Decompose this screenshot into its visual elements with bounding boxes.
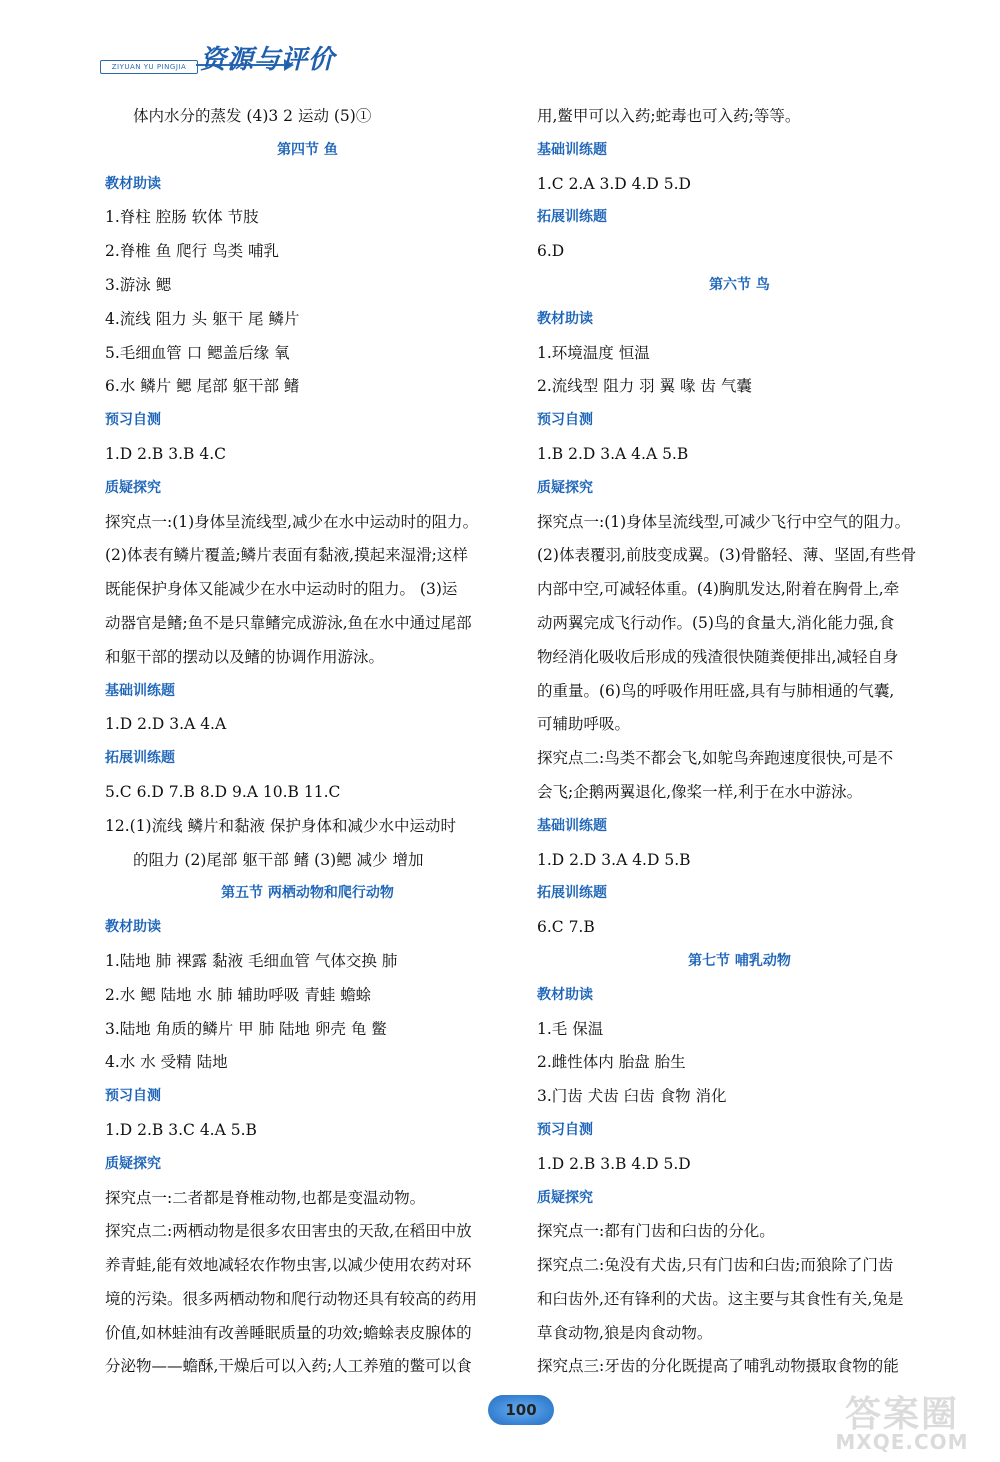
answer-line: 境的污染。很多两栖动物和爬行动物还具有较高的药用 <box>105 1289 478 1308</box>
answer-line: 养青蛙,能有效地减轻农作物虫害,以减少使用农药对环 <box>105 1256 472 1275</box>
page-number: 100 <box>488 1395 554 1425</box>
answer-line: 12.(1)流线 鳞片和黏液 保护身体和减少水中运动时 <box>105 816 456 835</box>
answer-line: 可辅助呼吸。 <box>537 715 631 734</box>
section-title: 第六节 鸟 <box>709 276 770 293</box>
answer-line: (2)体表覆羽,前肢变成翼。(3)骨骼轻、薄、坚固,有些骨 <box>537 546 917 565</box>
left-column <box>105 100 510 1384</box>
section-subheading: 预习自测 <box>105 1088 161 1105</box>
answer-line: 2.脊椎 鱼 爬行 鸟类 哺乳 <box>105 242 279 261</box>
page-header <box>100 38 360 84</box>
header-title: 资源与评价 <box>200 45 336 75</box>
answer-line: 探究点二:鸟类不都会飞,如鸵鸟奔跑速度很快,可是不 <box>537 749 894 768</box>
answer-line: 6.D <box>537 242 565 261</box>
section-subheading: 基础训练题 <box>537 817 607 834</box>
answer-line: 探究点三:牙齿的分化既提高了哺乳动物摄取食物的能 <box>537 1357 899 1376</box>
answer-line: 内部中空,可减轻体重。(4)胸肌发达,附着在胸骨上,牵 <box>537 580 900 599</box>
answer-line: 探究点一:(1)身体呈流线型,减少在水中运动时的阻力。 <box>105 512 479 531</box>
answer-line: 探究点一:二者都是脊椎动物,也都是变温动物。 <box>105 1188 426 1207</box>
answer-line: 的重量。(6)鸟的呼吸作用旺盛,具有与肺相通的气囊, <box>537 681 895 700</box>
answer-line: 1.D 2.D 3.A 4.A <box>105 715 227 734</box>
answer-line: 动两翼完成飞行动作。(5)鸟的食量大,消化能力强,食 <box>537 613 895 632</box>
section-subheading: 拓展训练题 <box>537 209 607 226</box>
answer-line: 4.流线 阻力 头 躯干 尾 鳞片 <box>105 309 300 328</box>
section-title: 第四节 鱼 <box>277 141 338 158</box>
answer-line: 5.C 6.D 7.B 8.D 9.A 10.B 11.C <box>105 782 341 801</box>
answer-line: 2.流线型 阻力 羽 翼 喙 齿 气囊 <box>537 377 752 396</box>
section-title: 第七节 哺乳动物 <box>688 952 791 969</box>
answer-line: 和臼齿外,还有锋利的犬齿。这主要与其食性有关,兔是 <box>537 1289 904 1308</box>
answer-line: 物经消化吸收后形成的残渣很快随粪便排出,减轻自身 <box>537 647 899 666</box>
section-subheading: 教材助读 <box>537 986 593 1003</box>
answer-line: 1.C 2.A 3.D 4.D 5.D <box>537 174 691 193</box>
answer-line: 1.陆地 肺 裸露 黏液 毛细血管 气体交换 肺 <box>105 951 398 970</box>
section-subheading: 基础训练题 <box>105 682 175 699</box>
section-title: 第五节 两栖动物和爬行动物 <box>221 885 394 902</box>
answer-line: 1.环境温度 恒温 <box>537 343 650 362</box>
answer-line: 既能保护身体又能减少在水中运动时的阻力。 (3)运 <box>105 580 458 599</box>
answer-line: (2)体表有鳞片覆盖;鳞片表面有黏液,摸起来湿滑;这样 <box>105 546 468 565</box>
answer-line: 分泌物——蟾酥,干燥后可以入药;人工养殖的鳖可以食 <box>105 1357 472 1376</box>
right-column <box>537 100 942 1384</box>
answer-line: 1.D 2.B 3.C 4.A 5.B <box>105 1120 257 1139</box>
answer-line: 6.C 7.B <box>537 918 595 937</box>
answer-line: 1.D 2.B 3.B 4.D 5.D <box>537 1154 691 1173</box>
answer-line: 1.B 2.D 3.A 4.A 5.B <box>537 444 689 463</box>
section-subheading: 基础训练题 <box>537 141 607 158</box>
watermark-url: MXQE.COM <box>835 1430 969 1454</box>
answer-line: 用,鳖甲可以入药;蛇毒也可入药;等等。 <box>537 107 801 125</box>
answer-line: 草食动物,狼是肉食动物。 <box>537 1323 713 1342</box>
section-subheading: 预习自测 <box>537 1121 593 1138</box>
answer-line: 1.毛 保温 <box>537 1019 604 1038</box>
answer-line: 5.毛细血管 口 鳃盖后缘 氧 <box>105 343 290 362</box>
answer-line: 1.脊柱 腔肠 软体 节肢 <box>105 208 259 227</box>
answer-line: 探究点二:兔没有犬齿,只有门齿和臼齿;而狼除了门齿 <box>537 1256 894 1275</box>
answer-line: 动器官是鳍;鱼不是只靠鳍完成游泳,鱼在水中通过尾部 <box>105 613 472 632</box>
answer-line: 3.游泳 鳃 <box>105 275 172 294</box>
answer-line: 1.D 2.D 3.A 4.D 5.B <box>537 850 691 869</box>
answer-line: 的阻力 (2)尾部 躯干部 鳍 (3)鳃 减少 增加 <box>133 850 424 869</box>
header-subtitle: ZIYUAN YU PINGJIA <box>100 60 198 74</box>
section-subheading: 教材助读 <box>537 310 593 327</box>
section-subheading: 预习自测 <box>105 412 161 429</box>
watermark-text: 答案圈 <box>844 1394 959 1435</box>
section-subheading: 质疑探究 <box>537 479 593 496</box>
answer-line: 探究点一:(1)身体呈流线型,可减少飞行中空气的阻力。 <box>537 512 911 531</box>
answer-line: 和躯干部的摆动以及鳍的协调作用游泳。 <box>105 647 385 666</box>
section-subheading: 质疑探究 <box>537 1189 593 1206</box>
answer-line: 探究点二:两栖动物是很多农田害虫的天敌,在稻田中放 <box>105 1222 472 1241</box>
watermark-logo <box>812 1386 992 1456</box>
answer-line: 2.水 鳃 陆地 水 肺 辅助呼吸 青蛙 蟾蜍 <box>105 985 372 1004</box>
section-subheading: 拓展训练题 <box>537 885 607 902</box>
section-subheading: 质疑探究 <box>105 479 161 496</box>
answer-line: 探究点一:都有门齿和臼齿的分化。 <box>537 1222 775 1241</box>
section-subheading: 预习自测 <box>537 412 593 429</box>
answer-line: 4.水 水 受精 陆地 <box>105 1053 228 1072</box>
answer-line: 1.D 2.B 3.B 4.C <box>105 444 227 463</box>
answer-line: 价值,如林蛙油有改善睡眠质量的功效;蟾蜍表皮腺体的 <box>105 1323 472 1342</box>
section-subheading: 教材助读 <box>105 919 161 936</box>
answer-line: 6.水 鳞片 鳃 尾部 躯干部 鳍 <box>105 377 300 396</box>
answer-line: 3.陆地 角质的鳞片 甲 肺 陆地 卵壳 龟 鳖 <box>105 1019 387 1038</box>
answer-line: 2.雌性体内 胎盘 胎生 <box>537 1053 686 1072</box>
answer-line: 3.门齿 犬齿 臼齿 食物 消化 <box>537 1087 727 1106</box>
section-subheading: 质疑探究 <box>105 1155 161 1172</box>
answer-line: 会飞;企鹅两翼退化,像桨一样,利于在水中游泳。 <box>537 782 863 801</box>
section-subheading: 教材助读 <box>105 175 161 192</box>
answer-line: 体内水分的蒸发 (4)3 2 运动 (5)① <box>133 107 372 125</box>
section-subheading: 拓展训练题 <box>105 750 175 767</box>
